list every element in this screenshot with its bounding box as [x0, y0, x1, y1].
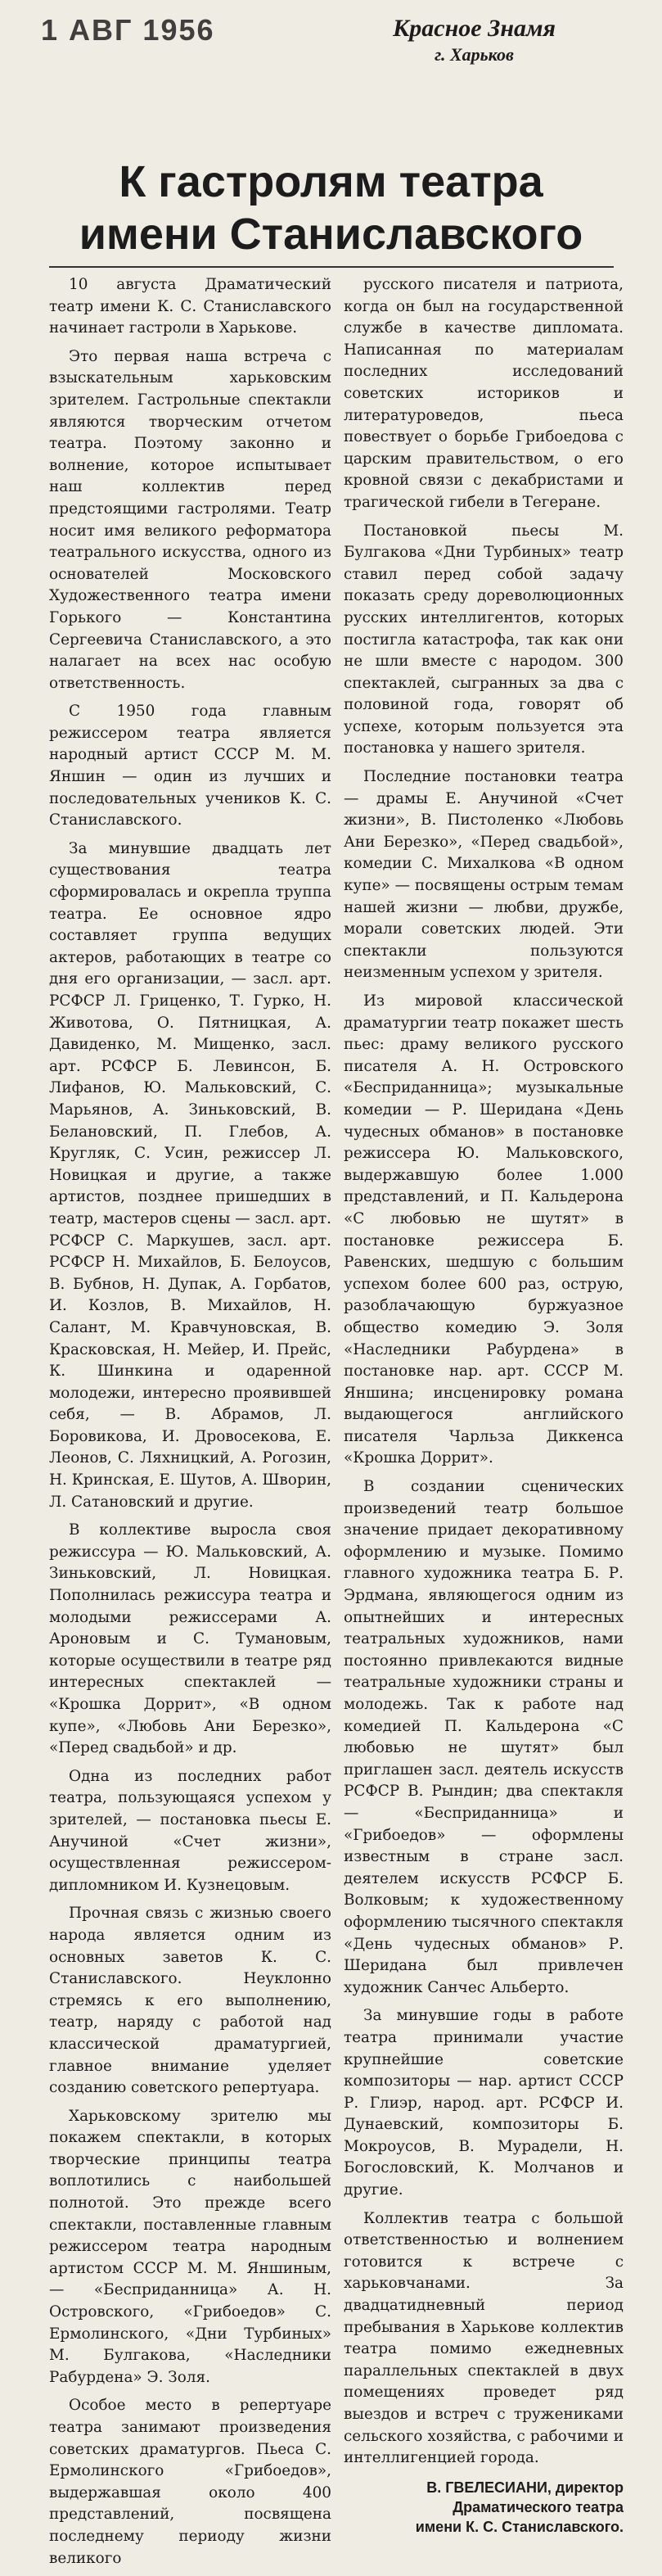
paragraph: Из мировой классической драматургии театр покажет шесть пьес: драму великого русского писателя А. Н. Островского «Бесприданница»; музыкальные комедии — Р. Шеридана «День чудесных обманов» в постановке режиссера Ю. Мальковского, выдержавшую более 1.000 представлений, и П. Кальдерона «С любовью не шутят» в постановке режиссера Б. Равенских, шедшую с большим успехом более 600 раз, острую, разоблачающую буржуазное общество комедию Э. Золя «Наследники Рабурдена» в постановке нар. арт. СССР М. Яншина; инсценировку романа выдающегося английского писателя Чарльза Диккенса «Крошка Доррит».	[344, 992, 624, 1467]
paragraph: Одна из последних работ театра, пользующаяся успехом у зрителей, — постановка пьесы Е. Анучиной «Счет жизни», осуществленная режиссером-дипломником И. Кузнецовым.	[49, 1767, 331, 1894]
paragraph: За минувшие годы в работе театра принимали участие крупнейшие советские композиторы — нар. артист СССР Р. Глиэр, народ. арт. РСФСР И. Дунаевский, композиторы Б. Мокроусов, В. Мурадели, Н. Богословский, К. Молчанов и другие.	[344, 2007, 624, 2199]
article-column-left	[49, 274, 331, 2576]
title-divider	[49, 266, 614, 268]
paragraph: Харьковскому зрителю мы покажем спектакли, в которых творческие принципы театра воплотились с наибольшей полнотой. Это прежде всего спектакли, поставленные главным режиссером театра народным артистом СССР М. М. Яншиным, — «Бесприданница» А. Н. Островского, «Грибоедов» С. Ермолинского, «Дни Турбиных» М. Булгакова, «Наследники Рабурдена» Э. Золя.	[49, 2107, 331, 2386]
paragraph: Особое место в репертуаре театра занимают произведения советских драматургов. Пьеса С. Ермолинского «Грибоедов», выдержавшая около 400 представлений, посвящена последнему периоду жизни великого	[49, 2397, 331, 2567]
paragraph: Постановкой пьесы М. Булгакова «Дни Турбиных» театр ставил перед собой задачу показать среду дореволюционных русских интеллигентов, которых постигла катастрофа, так как они не шли вместе с народом. 300 спектаклей, сыгранных за два с половиной года, говорят об успехе, которым пользуется эта постановка у нашего зрителя.	[344, 522, 624, 757]
paragraph: Последние постановки театра — драмы Е. Анучиной «Счет жизни», В. Пистоленко «Любовь Ани Березко», «Перед свадьбой», комедии С. Михалкова «В одном купе» — посвящены острым темам нашей жизни — любви, дружбе, морали советских людей. Эти спектакли пользуются неизменным успехом у зрителя.	[344, 768, 624, 982]
article-title-line-2: имени Станиславского	[79, 210, 583, 259]
paragraph: С 1950 года главным режиссером театра является народный артист СССР М. М. Яншин — один из лучших и последовательных учеников К. С. Станиславского.	[49, 703, 331, 829]
signature-name: В. ГВЕЛЕСИАНИ, директор Драматического театра	[426, 2479, 624, 2515]
signature-title: имени К. С. Станиславского.	[415, 2518, 624, 2535]
date-stamp: 1 АВГ 1956	[41, 13, 215, 47]
newspaper-source	[393, 15, 556, 66]
paragraph: В коллективе выросла своя режиссура — Ю. Мальковский, А. Зиньковский, Л. Новицкая. Пополнилась режиссура театра и молодыми режиссерами А. Ароновым и С. Тумановым, которые осуществили в театре ряд интересных спектаклей — «Крошка Доррит», «В одном купе», «Любовь Ани Березко», «Перед свадьбой» и др.	[49, 1521, 331, 1757]
article-title-line-1: К гастролям театра	[119, 157, 543, 206]
article-column-right	[344, 274, 624, 2537]
paragraph: За минувшие двадцать лет существования театра сформировалась и окрепла труппа театра. Ее основное ядро составляет группа ведущих актеров, работающих в театре со дня его организации, — засл. арт. РСФСР Л. Гриценко, Т. Гурко, Н. Животова, О. Пятницкая, А. Давиденко, М. Мищенко, засл. арт. РСФСР Б. Левинсон, Б. Лифанов, Ю. Мальковский, С. Марьянов, А. Зиньковский, В. Белановский, П. Глебов, А. Кругляк, С. Усин, режиссер Л. Новицкая и другие, а также артистов, позднее пришедших в театр, мастеров сцены — засл. арт. РСФСР С. Маркушев, засл. арт. РСФСР Н. Михайлов, Б. Белоусов, В. Бубнов, Н. Дупак, А. Горбатов, И. Козлов, В. Михайлов, Н. Салант, М. Кравчуновская, В. Красковская, Н. Мейер, И. Прейс, К. Шинкина и одаренной молодежи, интересно проявившей себя, — В. Абрамов, Л. Боровикова, И. Дровосекова, Е. Леонов, С. Ляхницкий, А. Рогозин, Н. Кринская, Е. Шутов, А. Шворин, Л. Сатановский и другие.	[49, 839, 331, 1511]
paragraph: В создании сценических произведений театр большое значение придает декоративному оформлению и музыке. Помимо главного художника театра Б. Р. Эрдмана, являющегося одним из опытнейших и интересных театральных художников, нами постоянно привлекаются видные театральные художники страны и молодежь. Так к работе над комедией П. Кальдерона «С любовью не шутят» был приглашен засл. деятель искусств РСФСР В. Рындин; два спектакля — «Бесприданница» и «Грибоедов» — оформлены известным в стране засл. деятелем искусств РСФСР Б. Волковым; к художественному оформлению тысячного спектакля «День чудесных обманов» Р. Шеридана был привлечен художник Санчес Альберто.	[344, 1478, 624, 1996]
newspaper-name: Красное Знамя	[392, 15, 556, 42]
author-signature	[344, 2478, 624, 2537]
paragraph: Это первая наша встреча с взыскательным харьковским зрителем. Гастрольные спектакли являются творческим отчетом театра. Поэтому законно и волнение, которое испытывает наш коллектив перед предстоящими гастролями. Театр носит имя великого реформатора театрального искусства, одного из основателей Московского Художественного театра имени Горького — Константина Сергеевича Станиславского, а это налагает на всех нас особую ответственность.	[49, 347, 331, 692]
newspaper-city: г. Харьков	[435, 44, 514, 65]
paragraph: Коллектив театра с большой ответственностью и волнением готовится к встрече с харьковчанами. За двадцатидневный период пребывания в Харькове коллектив театра помимо ежедневных параллельных спектаклей в двух помещениях проведет ряд выездов и встреч с тружениками сельского хозяйства, с рабочими и интеллигенцией города.	[344, 2209, 624, 2467]
paragraph: Прочная связь с жизнью своего народа является одним из основных заветов К. С. Станиславского. Неуклонно стремясь к его выполнению, театр, наряду с работой над классической драматургией, главное внимание уделяет созданию советского репертуара.	[49, 1905, 331, 2097]
paragraph: русского писателя и патриота, когда он был на государственной службе в качестве дипломата. Написанная по материалам последних исследований советских историков и литературоведов, пьеса повествует о борьбе Грибоедова с царским правительством, о его кровной связи с декабристами и трагической гибели в Тегеране.	[344, 276, 624, 511]
paragraph: 10 августа Драматический театр имени К. С. Станиславского начинает гастроли в Харькове.	[49, 276, 331, 337]
article-title	[0, 156, 662, 260]
